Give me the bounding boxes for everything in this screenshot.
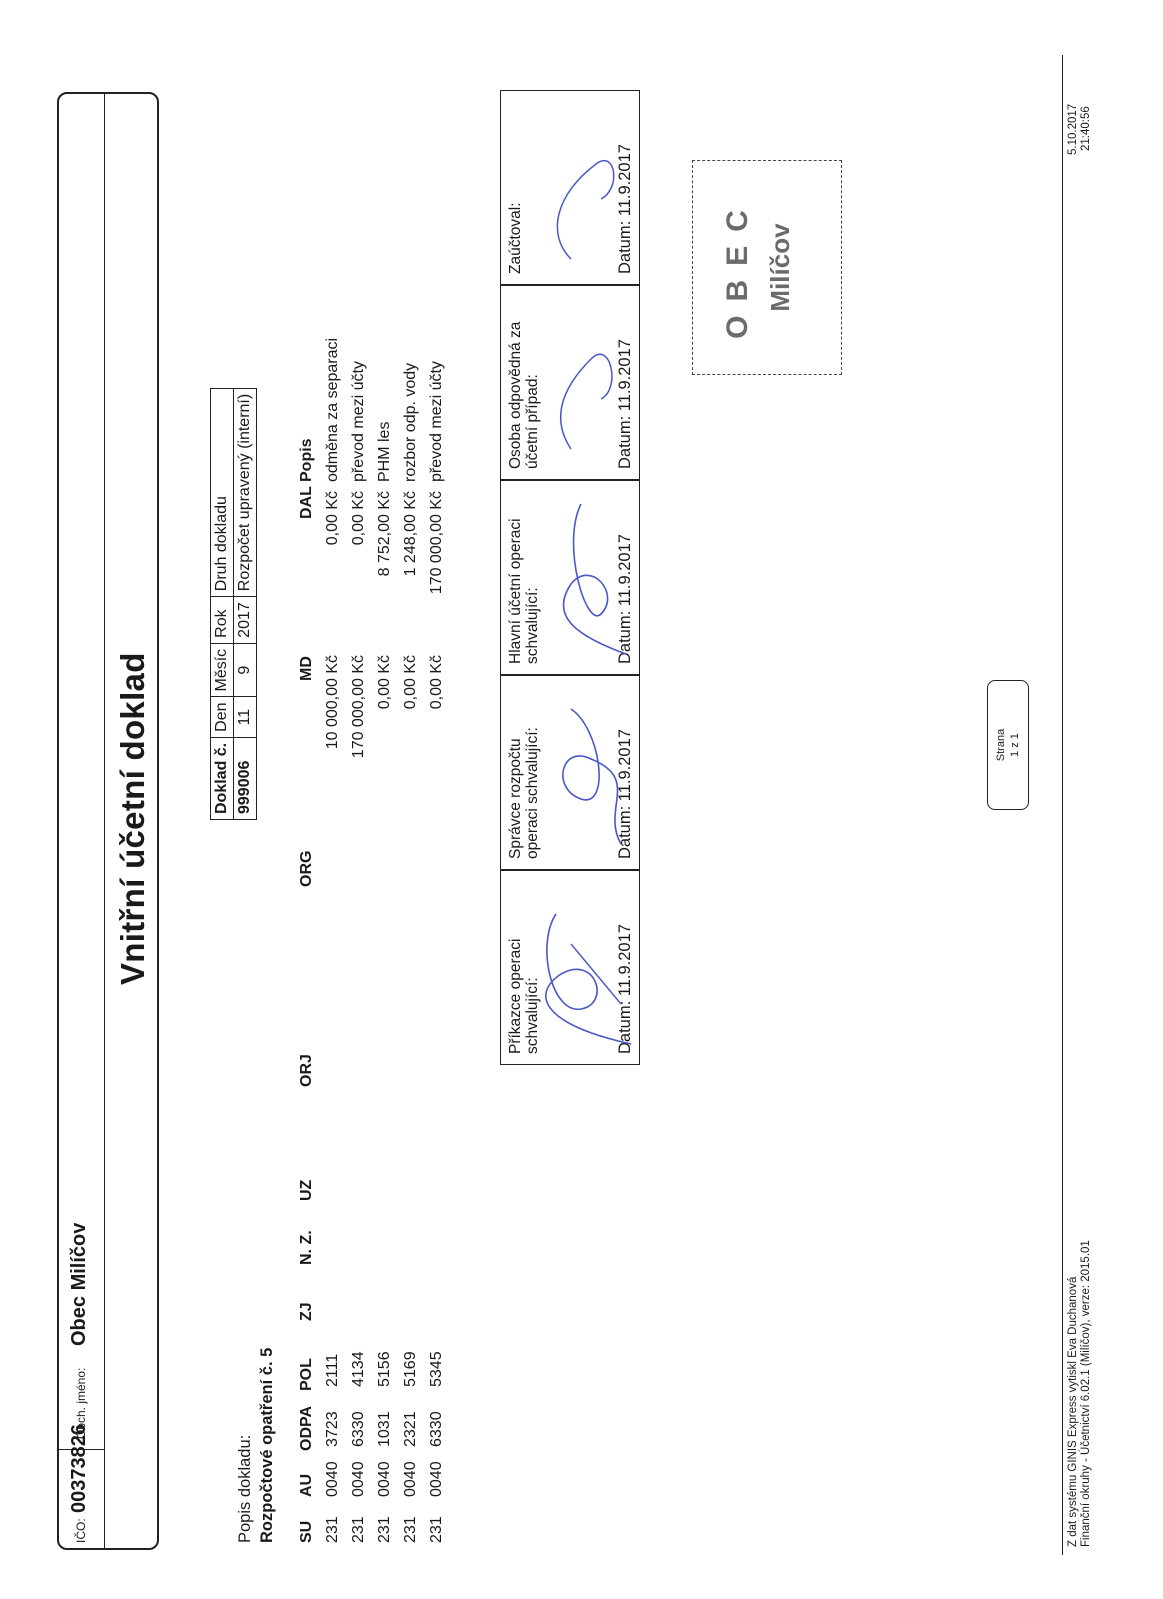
doc-type-header: Druh dokladu <box>211 388 234 596</box>
signature-date: Datum: 11.9.2017 <box>616 924 634 1054</box>
signature-date: Datum: 11.9.2017 <box>616 144 634 274</box>
page-title: Vnitřní účetní doklad <box>114 652 151 985</box>
signature-label: Zaúčtoval: <box>507 202 524 274</box>
cell-popis: převod mezi účty <box>350 361 367 482</box>
official-stamp <box>692 160 842 375</box>
cell-popis: převod mezi účty <box>428 361 445 482</box>
col-pol: POL <box>298 1358 315 1391</box>
signature-date: Datum: 11.9.2017 <box>616 339 634 469</box>
table-row <box>402 155 428 1555</box>
cell-md: 0,00 Kč <box>376 655 393 710</box>
col-zj: ZJ <box>298 1302 315 1321</box>
ico-value: 00373826 <box>68 1424 90 1513</box>
cell-odpa: 6330 <box>350 1411 367 1447</box>
cell-au: 0040 <box>350 1461 367 1497</box>
cell-au: 0040 <box>324 1461 341 1497</box>
page-label: Strana <box>995 728 1007 762</box>
signature-label: Osoba odpovědná za účetní případ: <box>507 321 541 469</box>
col-md: MD <box>298 656 315 681</box>
signature-box-zauctoval <box>500 90 640 285</box>
cell-au: 0040 <box>428 1461 445 1497</box>
table-row <box>350 155 376 1555</box>
handwritten-signature <box>501 284 641 479</box>
col-su: SU <box>298 1520 315 1543</box>
col-popis: Popis <box>298 438 315 482</box>
cell-pol: 5169 <box>402 1351 419 1387</box>
cell-au: 0040 <box>402 1461 419 1497</box>
cell-su: 231 <box>324 1516 341 1543</box>
month-value: 9 <box>234 643 257 697</box>
footer-rule <box>1062 55 1063 1555</box>
signature-box-spravce <box>500 675 640 870</box>
cell-pol: 4134 <box>350 1351 367 1387</box>
cell-popis: PHM les <box>376 421 393 482</box>
cell-dal: 0,00 Kč <box>350 491 367 546</box>
handwritten-signature <box>501 674 641 869</box>
month-header: Měsíc <box>211 643 234 697</box>
cell-pol: 2111 <box>324 1353 341 1387</box>
description-label: Popis dokladu: <box>236 1434 254 1543</box>
footer-system-info: Finanční okruhy - Účetnictví 6.02.1 (Milíčov), verze: 2015.01 <box>1080 1240 1092 1547</box>
cell-odpa: 1031 <box>376 1411 393 1447</box>
signature-box-prikazce <box>500 870 640 1065</box>
signature-date: Datum: 11.9.2017 <box>616 729 634 859</box>
handwritten-signature <box>501 869 641 1064</box>
doc-number: 999006 <box>234 737 257 819</box>
cell-su: 231 <box>428 1516 445 1543</box>
doc-number-header: Doklad č. <box>211 737 234 819</box>
handwritten-signature <box>501 89 641 284</box>
year-header: Rok <box>211 597 234 644</box>
company-name: Obec Milíčov <box>68 1222 90 1346</box>
ico-label: IČO: <box>74 1518 88 1543</box>
document-sheet <box>52 55 1112 1555</box>
cell-dal: 0,00 Kč <box>324 491 341 546</box>
doc-type-value: Rozpočet upravený (interní) <box>234 388 257 596</box>
signature-box-osoba-odpovedna <box>500 285 640 480</box>
cell-pol: 5156 <box>376 1351 393 1387</box>
page-number-box <box>987 680 1029 810</box>
cell-dal: 170 000,00 Kč <box>428 491 445 595</box>
stamp-text-milicov: Milíčov <box>765 223 795 312</box>
cell-au: 0040 <box>376 1461 393 1497</box>
cell-md: 170 000,00 Kč <box>350 655 367 759</box>
cell-md: 10 000,00 Kč <box>324 655 341 750</box>
cell-popis: rozbor odp. vody <box>402 362 419 482</box>
col-dal: DAL <box>298 486 315 519</box>
footer-print-time: 21:40:56 <box>1080 106 1092 151</box>
cell-su: 231 <box>402 1516 419 1543</box>
cell-dal: 8 752,00 Kč <box>376 491 393 577</box>
cell-su: 231 <box>350 1516 367 1543</box>
cell-md: 0,00 Kč <box>402 655 419 710</box>
table-row <box>376 155 402 1555</box>
col-uz: UZ <box>298 1179 315 1201</box>
year-value: 2017 <box>234 597 257 644</box>
description-value: Rozpočtové opatření č. 5 <box>258 1347 276 1543</box>
name-label: Obch. jméno: <box>74 1367 88 1439</box>
signature-label: Hlavní účetní operaci schvalující: <box>507 518 541 664</box>
cell-popis: odměna za separaci <box>324 337 341 482</box>
document-info-table <box>210 388 257 820</box>
col-odpa: ODPA <box>298 1405 315 1451</box>
footer-printed-by: Z dat systému GINIS Express vytiskl Eva Duchanová <box>1067 1276 1079 1547</box>
cell-odpa: 3723 <box>324 1411 341 1447</box>
cell-su: 231 <box>376 1516 393 1543</box>
cell-odpa: 2321 <box>402 1411 419 1447</box>
day-value: 11 <box>234 697 257 737</box>
signature-date: Datum: 11.9.2017 <box>616 534 634 664</box>
signature-label: Příkazce operaci schvalující: <box>507 938 541 1054</box>
cell-md: 0,00 Kč <box>428 655 445 710</box>
cell-odpa: 6330 <box>428 1411 445 1447</box>
footer-print-date: 5.10.2017 <box>1067 103 1079 155</box>
col-nz: N. Z. <box>298 1230 315 1265</box>
cell-pol: 5345 <box>428 1351 445 1387</box>
col-org: ORG <box>298 850 315 887</box>
signature-box-hlavni-ucetni <box>500 480 640 675</box>
stamp-text-obec: OBEC <box>721 196 754 339</box>
col-au: AU <box>298 1473 315 1497</box>
table-row <box>428 155 454 1555</box>
page-value: 1 z 1 <box>1009 733 1021 757</box>
handwritten-signature <box>501 479 641 674</box>
col-orj: ORJ <box>298 1054 315 1087</box>
table-row <box>324 155 350 1555</box>
cell-dal: 1 248,00 Kč <box>402 491 419 577</box>
day-header: Den <box>211 697 234 737</box>
signature-label: Správce rozpočtu operaci schvalující: <box>507 727 541 859</box>
